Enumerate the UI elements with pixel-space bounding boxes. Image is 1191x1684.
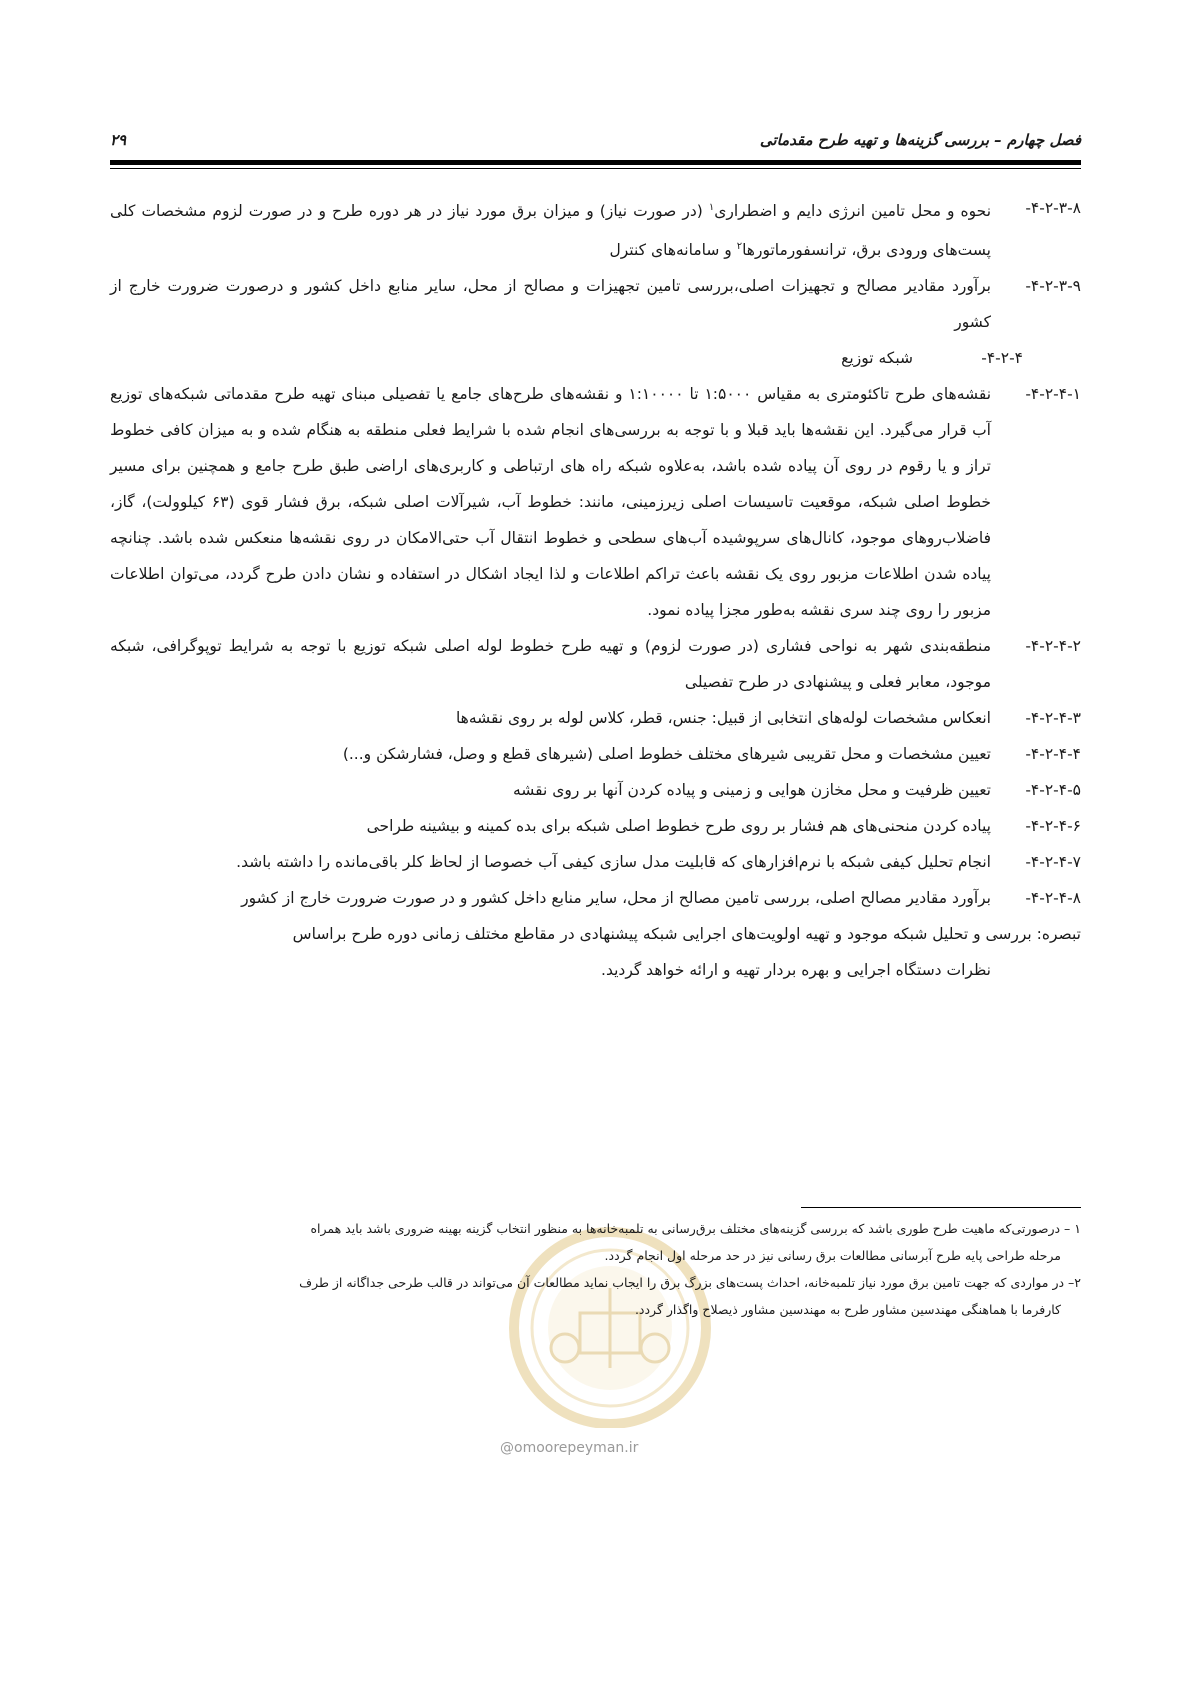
item-number: -۴-۲-۴-۳ — [1025, 709, 1081, 728]
note-paragraph — [110, 916, 1081, 988]
item-4-2-4-3 — [110, 700, 1081, 736]
item-number: -۴-۲-۴-۲ — [1025, 637, 1081, 656]
item-text: تعیین ظرفیت و محل مخازن هوایی و زمینی و پیاده کردن آنها بر روی نقشه — [512, 781, 991, 800]
note-line-1: تبصره: بررسی و تحلیل شبکه موجود و تهیه اولویت‌های اجرایی شبکه پیشنهادی در مقاطع مختلف زمانی دوره طرح براساس — [292, 925, 1081, 944]
header-rule-thin — [110, 168, 1081, 169]
item-text: انجام تحلیل کیفی شبکه با نرم‌افزارهای که قابلیت مدل سازی کیفی آب خصوصا از لحاظ کلر باقی‌مانده را داشته باشد. — [236, 853, 991, 872]
footnote-1-line-2: مرحله طراحی پایه طرح آبرسانی مطالعات برق رسانی نیز در حد مرحله اول انجام گردد. — [604, 1248, 1061, 1263]
item-number: -۴-۲-۴-۶ — [1025, 817, 1081, 836]
footnote-separator — [801, 1207, 1081, 1208]
page-number: ۲۹ — [110, 131, 127, 149]
main-content — [110, 190, 1081, 988]
item-4-2-3-9 — [110, 268, 1081, 340]
section-heading-distribution-network — [110, 340, 1081, 376]
footnotes — [110, 1215, 1081, 1323]
note-line-2: نظرات دستگاه اجرایی و بهره بردار تهیه و ارائه خواهد گردید. — [601, 961, 991, 980]
footnote-1 — [110, 1215, 1081, 1269]
item-text: منطقه‌بندی شهر به نواحی فشاری (در صورت لزوم) و تهیه طرح خطوط لوله اصلی شبکه توزیع با توجه به شرایط توپوگرافی، شبکه موجود، معابر فعلی و پیشنهادی در طرح تفصیلی — [110, 637, 991, 692]
item-4-2-3-8 — [110, 190, 1081, 268]
item-text: پیاده کردن منحنی‌های هم فشار بر روی طرح خطوط اصلی شبکه برای بده کمینه و بیشینه طراحی — [366, 817, 991, 836]
item-4-2-4-8 — [110, 880, 1081, 916]
item-number: -۴-۲-۴-۷ — [1025, 853, 1081, 872]
item-number: -۴-۲-۴-۵ — [1025, 781, 1081, 800]
item-text: تعیین مشخصات و محل تقریبی شیرهای مختلف خطوط اصلی (شیرهای قطع و وصل، فشارشکن و...) — [342, 745, 991, 764]
item-4-2-4-5 — [110, 772, 1081, 808]
page-header — [110, 128, 1081, 152]
item-text: برآورد مقادیر مصالح و تجهیزات اصلی،بررسی تامین تجهیزات و مصالح از محل، سایر منابع داخل کشور و درصورت ضرورت خارج از کشور — [110, 277, 991, 332]
section-title: شبکه توزیع — [841, 349, 913, 368]
item-number: -۴-۲-۴-۸ — [1025, 889, 1081, 908]
footnote-2-line-1: ۲– در مواردی که جهت تامین برق مورد نیاز تلمبه‌خانه، احداث پست‌های بزرگ برق را ایجاب نماید مطالعات آن می‌تواند در قالب طرحی جداگانه از طرف — [299, 1275, 1081, 1290]
footnote-ref-1[interactable]: ۱ — [708, 202, 715, 213]
item-text: انعکاس مشخصات لوله‌های انتخابی از قبیل: جنس، قطر، کلاس لوله بر روی نقشه‌ها — [455, 709, 991, 728]
item-number: -۴-۲-۳-۹ — [1025, 277, 1081, 296]
footnote-2 — [110, 1269, 1081, 1323]
item-text: نحوه و محل تامین انرژی دایم و اضطراری$^۱$ (در صورت نیاز) و میزان برق مورد نیاز در هر دوره طرح و در صورت لزوم مشخصات کلی پست‌های ورودی برق، ترانسفورماتورها$^۲$ و سامانه‌های کنترل — [110, 202, 992, 260]
item-4-2-4-7 — [110, 844, 1081, 880]
item-number: -۴-۲-۳-۸ — [1025, 199, 1081, 217]
header-rule-thick — [110, 160, 1081, 165]
item-text: برآورد مقادیر مصالح اصلی، بررسی تامین مصالح از محل، سایر منابع داخل کشور و در صورت ضرورت خارج از کشور — [241, 889, 991, 908]
footnote-1-line-1: ۱ – درصورتی‌که ماهیت طرح طوری باشد که بررسی گزینه‌های مختلف برق‌رسانی به تلمبه‌خانه‌ها به منظور انتخاب گزینه بهینه ضروری باشد باید همراه — [310, 1221, 1081, 1236]
item-4-2-4-4 — [110, 736, 1081, 772]
watermark-url: @omoorepeyman.ir — [500, 1440, 639, 1456]
item-4-2-4-6 — [110, 808, 1081, 844]
item-number: -۴-۲-۴-۴ — [1025, 745, 1081, 764]
section-number: -۴-۲-۴ — [981, 349, 1023, 368]
item-number: -۴-۲-۴-۱ — [1025, 385, 1081, 404]
footnote-2-line-2: کارفرما با هماهنگی مهندسین مشاور طرح به مهندسین مشاور ذیصلاح واگذار گردد. — [634, 1302, 1061, 1317]
item-4-2-4-1 — [110, 376, 1081, 628]
item-4-2-4-2 — [110, 628, 1081, 700]
item-text: نقشه‌های طرح تاکئومتری به مقیاس ۱:۵۰۰۰ تا ۱:۱۰۰۰۰ و نقشه‌های طرح‌های جامع یا تفصیلی مبنای تهیه طرح مقدماتی شبکه‌های توزیع آب قرار می‌گیرد. این نقشه‌ها باید قبلا و با توجه به بررسی‌های انجام شده با شرایط فعلی منطقه به هنگام شده و به میزان کافی خطوط تراز و یا رقوم در روی آن پیاده شده باشد، به‌علاوه شبکه راه های ارتباطی و کاربری‌های اراضی طبق طرح جامع و همچنین برای مسیر خطوط اصلی شبکه، موقعیت تاسیسات اصلی زیرزمینی، مانند: خطوط آب، شیرآلات اصلی شبکه، برق فشار قوی (۶۳ کیلوولت)، گاز، فاضلاب‌روهای موجود، کانال‌های سرپوشیده آب‌های سطحی و خطوط انتقال آب حتی‌الامکان در روی نقشه‌ها منعکس شده باشد. چنانچه پیاده شدن اطلاعات مزبور روی یک نقشه باعث تراکم اطلاعات و لذا ایجاد اشکال در استفاده و نشان دادن طرح گردد، می‌توان اطلاعات مزبور را روی چند سری نقشه به‌طور مجزا پیاده نمود. — [110, 385, 992, 620]
footnote-ref-2[interactable]: ۲ — [736, 241, 743, 253]
chapter-title: فصل چهارم – بررسی گزینه‌ها و تهیه طرح مقدماتی — [759, 131, 1081, 149]
